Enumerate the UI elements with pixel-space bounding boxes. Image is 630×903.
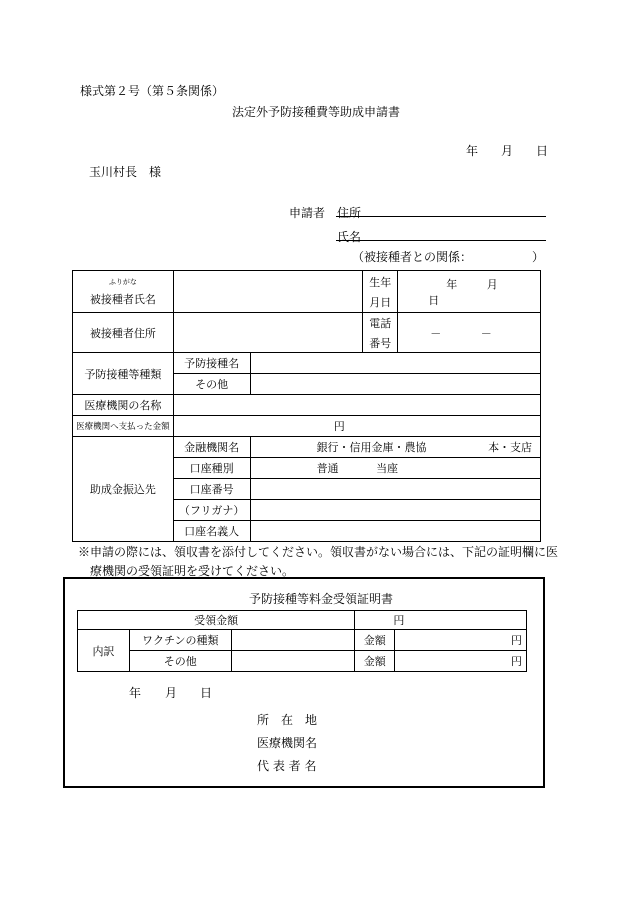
kana-input[interactable]: [250, 500, 540, 521]
vaccine-name-input[interactable]: [250, 353, 540, 374]
institution-name-label: 医療機関名: [257, 736, 318, 750]
vaccine-kind-input[interactable]: [231, 630, 355, 651]
vaccine-other-label: その他: [173, 374, 250, 395]
breakdown-label: 内訳: [78, 630, 130, 672]
form-number: 様式第２号（第５条関係）: [80, 84, 225, 98]
phone-label-bottom: 番号: [369, 336, 392, 350]
birth-year: 年: [446, 277, 458, 291]
account-type-label: 口座種別: [173, 458, 250, 479]
yen-unit: 円: [511, 634, 522, 647]
addressee: 玉川村長 様: [89, 165, 162, 179]
birth-label-cell: [363, 271, 398, 313]
applicant-name-label: 氏名: [337, 230, 362, 244]
paid-amount-label: 医療機関へ支払った金額: [73, 416, 174, 437]
bank-name-label: 金融機関名: [173, 437, 250, 458]
yen-unit: 円: [393, 614, 405, 627]
institution-label: 医療機関の名称: [73, 395, 174, 416]
cert-other-label: その他: [129, 651, 231, 672]
birthdate-input[interactable]: [398, 271, 541, 313]
patient-address-input[interactable]: [173, 313, 363, 353]
applicant-name-line[interactable]: [336, 240, 546, 241]
vaccine-type-label: 予防接種等種類: [73, 353, 174, 395]
note-line-1: ※申請の際には、領収書を添付してください。領収書がない場合には、下記の証明欄に医: [78, 545, 559, 559]
phone-input[interactable]: [398, 313, 541, 353]
paid-amount-input[interactable]: [173, 416, 540, 437]
holder-input[interactable]: [250, 521, 540, 542]
cert-date-month: 月: [165, 686, 178, 700]
account-type-ordinary: 普通: [316, 462, 339, 475]
applicant-address-label: 住所: [337, 206, 362, 220]
vaccine-other-input[interactable]: [250, 374, 540, 395]
representative-label: 代 表 者 名: [257, 759, 317, 773]
received-amount-label: 受領金額: [78, 611, 355, 630]
institution-input[interactable]: [173, 395, 540, 416]
other-amount-input[interactable]: [395, 651, 527, 672]
patient-name-label: 被接種者氏名: [89, 292, 156, 306]
amount-label: 金額: [355, 651, 395, 672]
yen-unit: 円: [511, 655, 522, 668]
vaccine-name-label: 予防接種名: [173, 353, 250, 374]
bank-types: 銀行・信用金庫・農協: [316, 441, 427, 454]
certificate-table: [77, 610, 527, 672]
account-type-input[interactable]: [250, 458, 540, 479]
holder-label: 口座名義人: [173, 521, 250, 542]
kana-label: （フリガナ）: [173, 500, 250, 521]
account-type-current: 当座: [376, 462, 399, 475]
relation-open: （被接種者との関係：: [352, 250, 473, 264]
yen-unit: 円: [333, 420, 345, 433]
furigana-label: ふりがな: [108, 277, 137, 286]
bank-name-input[interactable]: [250, 437, 540, 458]
transfer-label: 助成金振込先: [73, 437, 174, 542]
account-number-label: 口座番号: [173, 479, 250, 500]
date-year: 年: [466, 144, 479, 158]
birth-month: 月: [486, 277, 498, 291]
certificate-title: 予防接種等料金受領証明書: [249, 592, 394, 606]
patient-name-input[interactable]: [173, 271, 363, 313]
date-month: 月: [501, 144, 514, 158]
account-number-input[interactable]: [250, 479, 540, 500]
birth-label-bottom: 月日: [369, 295, 392, 309]
name-label-cell: [73, 271, 174, 313]
phone-label-top: 電話: [369, 316, 392, 330]
phone-dash: －: [430, 326, 442, 340]
cert-date-year: 年: [129, 686, 142, 700]
applicant-address-line[interactable]: [336, 216, 546, 217]
page-title: 法定外予防接種費等助成申請書: [232, 105, 401, 119]
applicant-label: 申請者: [289, 206, 326, 220]
location-label: 所 在 地: [257, 713, 318, 727]
birth-day: 日: [428, 293, 440, 307]
vaccine-kind-label: ワクチンの種類: [129, 630, 231, 651]
amount-label: 金額: [355, 630, 395, 651]
birth-label-top: 生年: [369, 275, 392, 289]
cert-other-input[interactable]: [231, 651, 355, 672]
phone-label-cell: [363, 313, 398, 353]
patient-address-label: 被接種者住所: [73, 313, 174, 353]
note-line-2: 療機関の受領証明を受けてください。: [90, 564, 295, 578]
branch-label: 本・支店: [488, 441, 533, 454]
received-amount-input[interactable]: [355, 611, 527, 630]
phone-dash: －: [480, 326, 492, 340]
application-table: [72, 270, 541, 542]
relation-close: ）: [532, 250, 545, 264]
vaccine-amount-input[interactable]: [395, 630, 527, 651]
date-day: 日: [536, 144, 549, 158]
cert-date-day: 日: [200, 686, 213, 700]
